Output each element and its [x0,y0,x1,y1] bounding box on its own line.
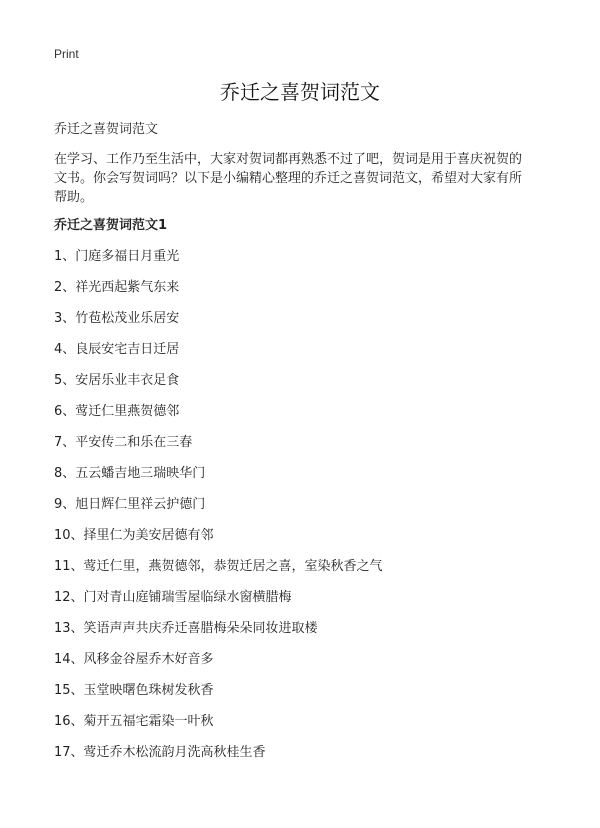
list-item: 15、玉堂映曙色珠树发秋香 [54,683,214,698]
list-item: 11、莺迁仁里，燕贺德邻，恭贺迁居之喜，室染秋香之气 [54,559,383,574]
document-subtitle: 乔迁之喜贺词范文 [54,122,159,137]
intro-line: 文书。你会写贺词吗？以下是小编精心整理的乔迁之喜贺词范文，希望对大家有所 [54,171,523,186]
list-item: 17、莺迁乔木松流韵月洗高秋桂生香 [54,745,266,760]
list-item: 2、祥光西起紫气东来 [54,280,180,295]
page-title: 乔迁之喜贺词范文 [220,80,380,104]
list-item: 9、旭日辉仁里祥云护德门 [54,497,206,512]
list-item: 8、五云蟠吉地三瑞映华门 [54,466,206,481]
intro-paragraph [54,150,574,207]
list-item: 10、择里仁为美安居德有邻 [54,528,214,543]
list-item: 3、竹苞松茂业乐居安 [54,311,180,326]
greeting-list [54,248,383,775]
list-item: 12、门对青山庭铺瑞雪屋临绿水窗横腊梅 [54,590,292,605]
list-item: 16、菊开五福宅霜染一叶秋 [54,714,214,729]
list-item: 14、风移金谷屋乔木好音多 [54,652,214,667]
list-item: 7、平安传二和乐在三春 [54,435,193,450]
intro-line: 在学习、工作乃至生活中，大家对贺词都再熟悉不过了吧，贺词是用于喜庆祝贺的 [54,152,523,167]
list-item: 6、莺迁仁里燕贺德邻 [54,404,180,419]
list-item: 13、笑语声声共庆乔迁喜腊梅朵朵同妆进取楼 [54,621,318,636]
section-heading: 乔迁之喜贺词范文1 [54,218,168,233]
list-item: 5、安居乐业丰衣足食 [54,373,180,388]
list-item: 1、门庭多福日月重光 [54,249,180,264]
list-item: 4、良辰安宅吉日迁居 [54,342,180,357]
print-label: Print [54,47,79,61]
intro-line: 帮助。 [54,190,94,205]
